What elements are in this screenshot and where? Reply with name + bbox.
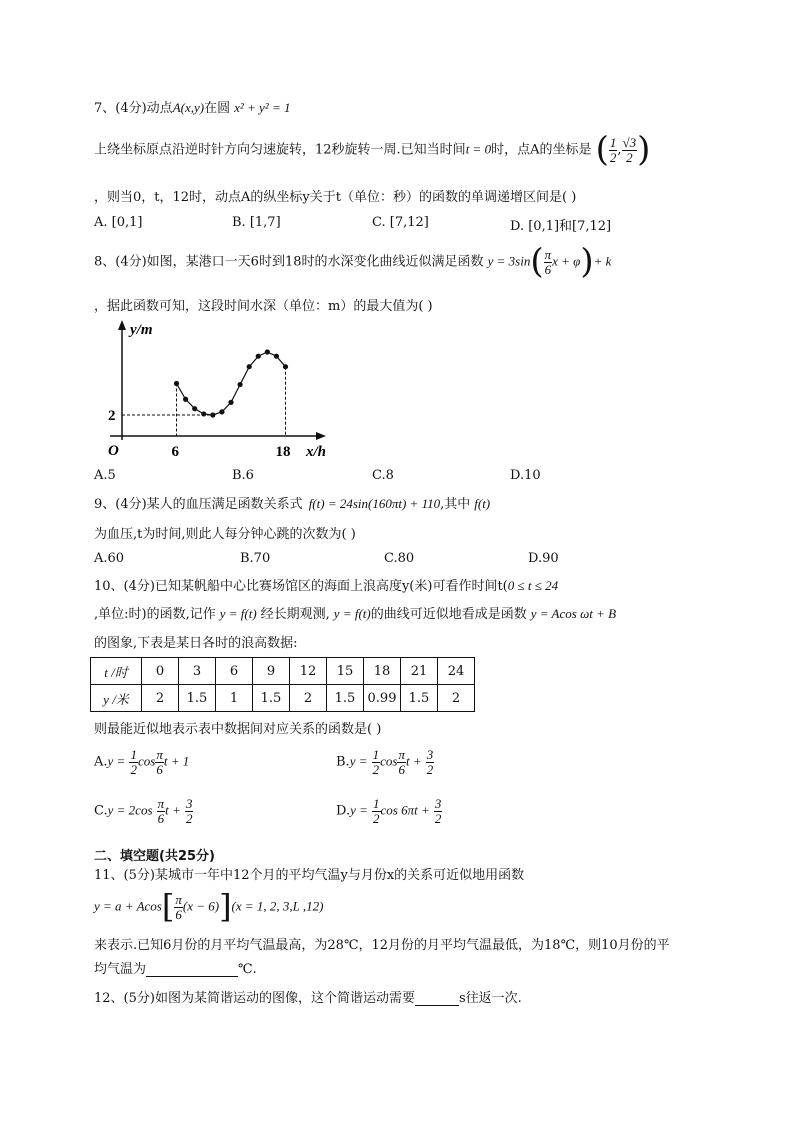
q12-answer-blank[interactable] [415,991,459,1006]
q7-text2: 在圆 [204,101,231,116]
x-axis-arrow [316,432,326,440]
x-tick-label: 18 [275,444,291,460]
data-point [256,354,261,359]
q11-line1: 11、(5分)某城市一年中12个月的平均气温y与月份x的关系可近似地用函数 [94,868,525,883]
table-cell: 2 [142,685,179,712]
q11-line3: 均气温为 ℃. [94,962,257,977]
q7-coord-x: $\frac{1}{2}$ [609,135,617,165]
table-cell: 24 [438,658,475,685]
q10-option-b: B.y = $\frac{1}{2}$ cos $\frac{\pi}{6}$ t + $\frac{3}{2}$ [336,747,434,777]
q7-option-d: D. [0,1]和[7,12] [510,219,612,234]
q7-line2: 上绕坐标原点沿逆时针方向匀速旋转，12秒旋转一周.已知当时间t = 0时，点A的坐标是 ( $\frac{1}{2}$ , $\frac{√3}{2}$ ) [94,129,651,170]
q7-t0: t = 0 [465,141,492,157]
q10-line3: 的图象,下表是某日各时的浪高数据: [94,636,298,651]
q11-func: y = a + Acos[ $\frac{\pi}{6}$ (x − 6)](x = 1, 2, 3,L ,12) [94,887,324,926]
q7-line1 [94,97,290,116]
q10-option-d: D.y = $\frac{1}{2}$ cos 6πt + $\frac{3}{2}$ [336,796,442,826]
q9-option-d: D.90 [528,551,559,566]
section-heading: 二、填空题(共25分) [94,849,215,864]
y-tick-label: 2 [108,408,116,424]
table-cell: 1.5 [401,685,438,712]
data-point [210,412,215,417]
x-axis-label: x/h [306,444,327,460]
data-point [201,411,206,416]
q9-line2: 为血压,t为时间,则此人每分钟心跳的次数为( ) [94,527,356,542]
q10-option-a: A.y = $\frac{1}{2}$ cos $\frac{\pi}{6}$ t + 1 [94,747,190,777]
table-cell: 0 [142,658,179,685]
table-cell: 9 [253,658,290,685]
q10-f1: y = f(t) [219,606,257,621]
table-cell: 1.5 [253,685,290,712]
wave-height-table [90,657,475,712]
data-point [228,400,233,405]
q8-option-c: C.8 [372,468,394,483]
data-point [283,364,288,369]
table-row [91,685,475,712]
table-cell: 3 [179,658,216,685]
q7-text: 7、(4分)动点 [94,101,173,116]
data-point [183,397,188,402]
q9-text: 9、(4分)某人的血压满足函数关系式 [94,497,303,512]
q9-func: f(t) = 24sin(160πt) + 110 [308,496,441,511]
data-point [192,406,197,411]
q9-option-b: B.70 [240,551,271,566]
table-cell: 12 [290,658,327,685]
table-cell: 1.5 [179,685,216,712]
q9-text2: ,其中 [440,497,471,512]
q10-f2: y = f(t) [333,606,371,621]
table-cell: 2 [290,685,327,712]
x-tick-label: 6 [171,444,179,460]
data-point [265,349,270,354]
q8-line2: ，据此函数可知，这段时间水深（单位：m）的最大值为( ) [94,299,433,314]
q8-func: y = 3sin [487,253,531,269]
table-cell: 15 [327,658,364,685]
q10-text4: 的曲线可近似地看成是函数 [370,607,527,622]
q10-text: 10、(4分)已知某帆船中心比赛场馆区的海面上浪高度y(米)可看作时间t( [94,579,508,594]
q7-point: A(x,y) [172,100,205,115]
q10-text3: 经长期观测, [260,607,330,622]
q9-option-a: A.60 [94,551,125,566]
q10-f3: y = Acos ωt + B [530,606,617,621]
q10-line4: 则最能近似地表示表中数据间对应关系的函数是( ) [94,722,382,737]
q8-line1: 8、(4分)如图，某港口一天6时到18时的水深变化曲线近似满足函数 y = 3sin( $\frac{\pi}{6}$ x + φ)+ k [94,241,612,282]
table-cell: 2 [438,685,475,712]
series-line [177,352,286,415]
q7-option-b: B. [1,7] [232,215,281,230]
q10-text2: ,单位:时)的函数,记作 [94,607,216,622]
y-axis-label: y/m [130,322,153,338]
q7-option-c: C. [7,12] [372,215,429,230]
table-cell: 1 [216,685,253,712]
y-axis-arrow [118,320,126,330]
q10-option-c: C.y = 2cos $\frac{\pi}{6}$ t + $\frac{3}{2}$ [94,796,193,826]
data-point [174,381,179,386]
data-point [237,382,242,387]
q11-answer-blank[interactable] [146,962,238,977]
table-header-y: y /米 [91,685,142,712]
q7-circle-eq: x² + y² = 1 [234,100,291,115]
q8-option-d: D.10 [510,468,541,483]
q11-line2: 来表示.已知6月份的月平均气温最高，为28℃，12月份的月平均气温最低，为18℃，则10月份的平 [94,938,670,953]
q8-option-b: B.6 [232,468,254,483]
q10-ineq: 0 ≤ t ≤ 24 [507,578,559,593]
data-point [247,364,252,369]
table-cell: 1.5 [327,685,364,712]
q12-line1: 12、(5分)如图为某简谐运动的图像，这个简谐运动需要 s往返一次. [94,991,522,1006]
table-cell: 21 [401,658,438,685]
table-row [91,658,475,685]
q9-option-c: C.80 [384,551,415,566]
data-point [219,409,224,414]
data-point [274,354,279,359]
q8-post: + k [593,253,612,269]
water-depth-chart [100,318,335,463]
q7-text4: 时，点A的坐标是 [491,142,592,158]
q8-text: 8、(4分)如图，某港口一天6时到18时的水深变化曲线近似满足函数 [94,254,484,270]
origin-label: O [108,443,119,459]
q7-line3: ，则当0，t，12时，动点A的纵坐标y关于t（单位：秒）的函数的单调递增区间是( ) [94,190,577,205]
q7-text3: 上绕坐标原点沿逆时针方向匀速旋转，12秒旋转一周.已知当时间 [94,142,466,158]
q8-inner: x + φ [552,253,581,269]
q9-ft: f(t) [474,496,491,511]
table-cell: 18 [364,658,401,685]
table-cell: 6 [216,658,253,685]
q7-option-a: A. [0,1] [94,215,143,230]
q8-option-a: A.5 [94,468,116,483]
q7-coord-y: $\frac{√3}{2}$ [622,135,637,165]
q8-pi6: $\frac{\pi}{6}$ [544,247,552,277]
q10-line2 [94,603,616,622]
q10-line1 [94,575,558,594]
table-header-t: t /时 [91,658,142,685]
table-cell: 0.99 [364,685,401,712]
q9-line1 [94,493,490,512]
